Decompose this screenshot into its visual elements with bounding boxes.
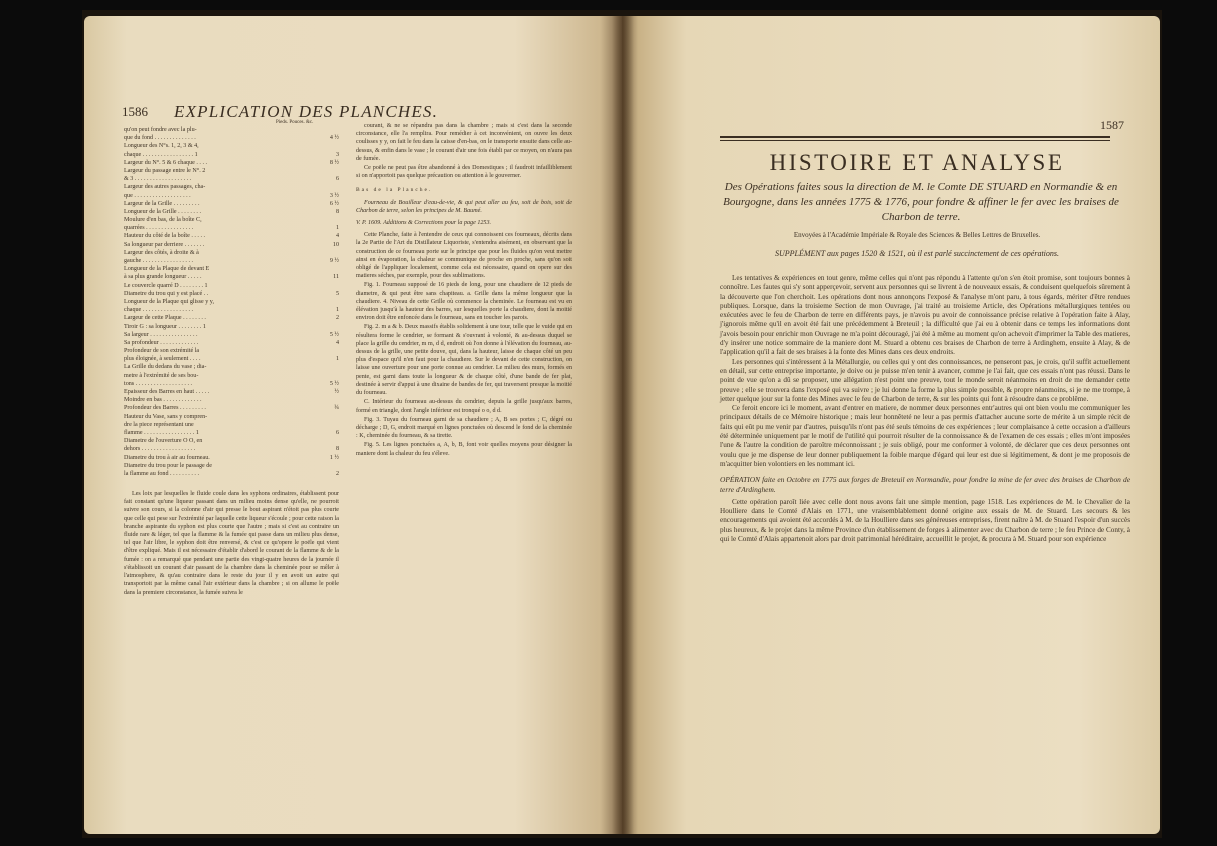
paragraph: Ce feroit encore ici le moment, avant d'entrer en matiere, de nommer deux personnes entr'autres qui ont bien voulu me communiquer les principaux détails de ce Mémoire historique ; mais leur honnêteté ne leur a pas permis d'attacher aucune sorte de mérite à un simple récit de faits qui eût pu me venir par d'autres, puisqu'ils n'ont pas été seuls témoins de ces expériences ; leur complaisance à cette occasion a d'ailleurs été déterminée uniquement par le motif de l'utilité qui pourroit résulter de la connoissance & de l'examen de ces essais ; elles m'ont imposées l'une & l'autre la condition de paroître méconnoissant ; je suis obligé, pour me conformer à volonté, de déclarer que ces deux personnes ont voulu que je me dispense de leur donner publiquement la foible marque d'égard qui leur est due si légitimement, & dont je me proposois de m'acquitter bien volontiers en les nommant ici. [720,404,1130,468]
header-rule-top [720,136,1110,138]
measurement-value: 1 ½ [329,454,339,461]
measurement-row [124,241,339,249]
measurement-label: Hauteur du côté de la boîte . . . . . [124,233,206,240]
paragraph: Les loix par lesquelles le fluide coule dans les syphons ordinaires, établissent pour fait constant qu'une liqueur passant dans un milieu moins dense qu'elle, ne pourroit suivre son cours, si la colonne d'air qui presse le bout aspirant n'étoit pas plus courte que celle qui pese sur l'extrémité par laquelle cette liqueur s'écoule ; pour cette raison la branche aspirante du syphon est plus courte que l'autre ; mais si c'est au contraire un fluide rare & léger, tel que la flamme & la fumée qui passe dans un milieu plus dense, tel que l'air libre, le syphon doit être renversé, & c'est ce qu'opere le poële qui vient d'être expliqué. Mais il est nécessaire d'établir d'abord le courant de la flamme & de la fumée : on a remarqué que pendant une partie des vingt-quatre heures de la journée il s'établissoit un courant d'air passant de la chambre dans la cheminée pour se mêler à l'atmosphere, & qu'au contraire dans le reste du jour il y en avoit un autre qui transportoit par la même canal l'air extérieur dans la chambre ; si on allume le poële dans la premiere circonstance, la fumée suivra le [124,491,339,596]
measurement-label: Hauteur du Vase, sans y compren- [124,413,208,420]
measurement-row [124,192,339,200]
measurement-label: à sa plus grande longueur . . . . . [124,274,202,281]
measurement-row [124,445,339,453]
chapter-title: HISTOIRE ET ANALYSE [769,150,1065,175]
measurement-value: 4 [335,339,339,346]
measurement-row [124,331,339,339]
measurement-label: Moindre en bas . . . . . . . . . . . . . [124,397,202,404]
figure-paragraph: Fig. 3. Tuyau du fourneau garni de sa chaudiere ; A, B ses portes ; C, dégré ou décharge ; D, G, endroit marqué en lignes ponctuées où descend le fond de la cheminée : K, cheminée du fourneau, & sa tirette. [356,416,572,440]
measurement-row [124,462,339,470]
measurement-row [124,208,339,216]
measurement-value: 6 [335,429,339,436]
operation-heading: OPÉRATION faite en Octobre en 1775 aux forges de Breteuil en Normandie, pour fondre la mine de fer avec des braises de Charbon de terre d'Ardinghem. [720,475,1130,494]
measurement-label: Longueur des N°s. 1, 2, 3 & 4, [124,143,199,150]
measurement-row [124,355,339,363]
measurement-label: Largeur de cette Plaque . . . . . . . . [124,315,206,322]
measurement-value: 8 [335,208,339,215]
measurement-value: 1 [335,225,339,232]
measurement-value: 3 ½ [329,192,339,199]
measurement-value: ½ [334,389,339,395]
measurement-row [124,339,339,347]
measurement-label: Largeur des autres passages, cha- [124,184,206,191]
paragraph: courant, & ne se répandra pas dans la chambre ; mais si c'est dans la seconde circonstance, elle l'a remplira. Pour remédier à cet inconvénient, on ouvre les deux coulisses y y, on fait le feu dans la caisse d'en-bas, on le transporte ensuite dans celle au-dessus, & enfin dans le vase ; le courant d'air une fois établi par ce moyen, on n'aura pas de fumée. [356,123,572,162]
measurement-row [124,183,339,191]
measurement-value: 2 [335,315,339,322]
measurement-label: tons . . . . . . . . . . . . . . . . . . . [124,380,193,387]
measurement-row [124,421,339,429]
left-page-header [122,102,592,124]
measurement-value: 8 ½ [329,159,339,166]
measurement-label: chaque . . . . . . . . . . . . . . . . . [124,307,194,314]
measurement-label: dre la piece représentant une [124,421,194,428]
sent-to-academy: Envoyées à l'Académie Impériale & Royale des Sciences & Belles Lettres de Bruxelles. [793,231,1041,239]
figure-paragraph: Fig. 5. Les lignes ponctuées a, A, b, B, font voir quelles moyens pour désigner la maniere dont la chaleur du feu s'éleve. [356,442,572,457]
measurement-row [124,249,339,257]
measurement-column-head: Pieds. Pouces. &c. [276,120,314,125]
measurement-value: 8 [335,446,339,453]
right-body [720,274,1130,544]
measurement-value: 11 [333,274,339,281]
measurement-label: metre à l'extrémité de ses bou- [124,372,199,379]
measurement-value: 2 [335,470,339,477]
measurement-label: Profondeur des Barres . . . . . . . . . [124,405,206,412]
measurement-value: 1 [335,307,339,314]
additions-note: V. P. 1609. Additions & Corrections pour la page 1253. [356,220,492,227]
measurement-row [124,167,339,175]
measurement-value: 4 ½ [329,135,339,142]
measurement-label: Largeur des côtés, à droite & à [124,249,199,256]
measurement-label: Sa largeur . . . . . . . . . . . . . . . . [124,331,198,338]
measurement-row [124,437,339,445]
measurement-label: qu'on peut fondre avec la plu- [124,127,197,133]
figure-paragraph: Fig. 2. m a & b. Deux massifs établis solidement à une tour, telle que le vuide qui en résultera forme le cendrier, se formant & s'ouvrant à volonté, & au-dessus duquel se place la grille du cendrier, m m, d d, endroit où l'on donne à l'élévation du fourneau, au-dessus de la grille, une petite douve, qui, dans la hauteur, laisse de chaque côté un peu plus d'espace qu'il n'en faut pour la chaudiere. Sur le devant de cette construction, on laisse une ouverture pour une porte connue au cendrier. Le milieu des murs, formés en pente, est garni dans toute la longueur & de chaque côté, d'une bande de fer plat, destinée à servir d'appui à une dixaine de bandes de fer, qui traversent presque la moitié du fourneau. [356,324,572,397]
measurement-row [124,142,339,150]
measurement-row [124,388,339,396]
measurement-label: plus éloignée, à seulement . . . . [124,356,201,363]
measurement-row [124,216,339,224]
measurement-row [124,306,339,314]
header-rule-bottom [720,140,1110,141]
left-page-number: 1586 [122,104,148,119]
measurement-label: Largeur du N°. 5 & 6 chaque . . . . [124,159,208,166]
figure-paragraph: Cette Planche, faite à l'entendre de ceux qui connoissent ces fourneaux, décrits dans la 2e Partie de l'Art du Distillateur Liquoriste, s'entendra aisément, en observant que la construction de ce fourneau porte sur le principe que pour les fluides qu'on veut mettre ainsi en évaporation, la chaleur se communique de proche en proche, sans qu'on soit obligé de l'appliquer localement, comme cela est nécessaire, quand on opere sur des matieres séches, par exemple, pour des sublimations. [356,232,572,280]
measurement-label: Diametre du trou pour le passage de [124,462,212,469]
measurement-label: la flamme au fond . . . . . . . . . . [124,470,199,477]
measurement-value: 6 ½ [329,200,339,207]
measurement-label: Diametre de l'ouverture O O, en [124,438,203,445]
measurement-label: chaque . . . . . . . . . . . . . . . . . 1 [124,151,198,158]
measurement-value: 9 ½ [329,258,339,264]
measurement-row [124,404,339,412]
measurement-label: & 3 . . . . . . . . . . . . . . . . . . . [124,176,192,183]
measurement-label: Diametre du trou qui y est placé . . [124,290,209,297]
measurement-row [124,413,339,421]
supplement-note: SUPPLÉMENT aux pages 1520 & 1521, où il est parlé succinctement de ces opérations. [774,249,1060,258]
figure-paragraph: C. Intérieur du fourneau au-dessus du cendrier, depuis la grille jusqu'aux barres, formé en triangle, dont l'angle inférieur est tronqué o o, d d. [356,399,572,414]
measurement-label: gauche . . . . . . . . . . . . . . . . . [124,258,194,264]
measurement-label: Profondeur de son extrémité la [124,348,200,355]
operation-paragraph: Cette opération paroît liée avec celle dont nous avons fait une simple mention, page 1518. Les expériences de M. le Chevalier de la Houlliere dans le Comté d'Alais en 1771, une vraisemblablement donné origine aux essais de M. de Stuard. Les secours & les encouragements qui avoient été accordés à M. de la Houlliere dans ses généreuses entreprises, firent naître à M. de Stuard l'espoir d'un succès plus heureux, & le projet dans la même Province d'un établissement de forges à alimenter avec du Charbon de terre ; le feu Prince de Conty, à qui le Comté d'Alais appartenoit alors par droit patrimonial héréditaire, accueillit le projet, & procura à M. Stuard pour son expérience [720,497,1130,544]
measurement-row [124,282,339,290]
measurement-label: Diametre du trou à air au fourneau. [124,454,210,461]
measurement-label: quarrées . . . . . . . . . . . . . . . . [124,225,194,232]
measurement-row [124,396,339,404]
measurement-value: 5 [335,290,339,297]
measurement-label: Tiroir G : sa longueur . . . . . . . . 1 [124,323,206,330]
measurement-row [124,159,339,167]
measurement-label: que . . . . . . . . . . . . . . . . . . . [124,192,191,199]
measurement-value: 4 [335,233,339,240]
measurement-label: dehors . . . . . . . . . . . . . . . . . . [124,446,196,453]
measurement-row [124,323,339,331]
measurement-label: Sa longueur par derriere . . . . . . . [124,241,205,248]
measurement-row [124,134,339,142]
book-gutter [612,16,634,834]
measurement-value: 5 ½ [329,331,339,338]
open-book [82,10,1162,838]
measurement-row [124,175,339,183]
measurement-label: Largeur de la Grille . . . . . . . . . [124,200,200,207]
stove-text [356,122,572,180]
measurement-label: flamme . . . . . . . . . . . . . . . . . 1 [124,429,199,436]
measurement-row [124,151,339,159]
measurement-value: 1 [335,356,339,363]
figure-paragraph: Fig. 1. Fourneau supposé de 16 pieds de long, pour une chaudiere de 12 pieds de diametre, & qui peut être sans chapiteau. a. Grille dans la même longueur que la chaudiere. 4. Niveau de cette Grille où commence la cheminée. Le fourneau est vu en élévation jusqu'à la hauteur des barres, sur lesquelles porte la chaudiere, dont la moitié environ doit être enfoncée dans le fourneau, sans en toucher les parois. [356,282,572,322]
measurement-value: 3 [335,151,339,158]
measurement-label: Longueur de la Grille . . . . . . . . [124,208,201,215]
measurement-value: 10 [332,241,339,248]
measurement-label: La Grille du dedans du vase ; dia- [124,364,207,371]
measurement-row [124,380,339,388]
measurement-value: 5 ½ [329,380,339,387]
measurement-row [124,372,339,380]
measurement-row [124,200,339,208]
measurement-row [124,470,339,478]
measurement-row [124,273,339,281]
measurement-row [124,347,339,355]
section-intro: Fourneau de Bouilleur d'eau-de-vie, & qui peut aller au feu, soit de bois, soit de Charbon de terre, selon les principes de M. Baumé. [356,199,572,214]
chapter-subtitle: Des Opérations faites sous la direction de M. le Comte DE STUARD en Normandie & en Bourgogne, dans les années 1775 & 1776, pour fondre & affiner le fer avec les braises de Charbon de terre. [723,181,1119,223]
measurement-row [124,265,339,273]
measurement-row [124,290,339,298]
right-page-number: 1587 [1100,118,1124,132]
paragraph: Les personnes qui s'intéressent à la Métallurgie, ou celles qui y ont des connoissances, ne penseront pas, je crois, qu'il suffit actuellement en détail, sur cette entreprise importante, je doive ou je puisse m'en tenir à avancer, comme je l'ai fait, que ces essais n'ont pas réussi. Dans le point de vue qu'on a dû se proposer, une allégation n'est point une preuve, tout le monde seroit néanmoins en droit de me demander cette preuve ; elle se trouvera dans l'exposé qui va suivre ; je lui donne la forme la plus simple possible, & propre néanmoins, si je ne me trompe, à jetter quelque jour sur la fonte des Mines avec le feu de Charbon de terre, & sur les points qui font à résoudre dans ce problême. [720,357,1130,403]
measurement-label: Longueur de la Plaque qui glisse y y, [124,298,214,305]
measurement-list [124,126,339,478]
furnace-description [356,231,572,457]
measurement-row [124,232,339,240]
measurement-row [124,298,339,306]
measurement-label: Longueur de la Plaque de devant E [124,266,210,273]
measurement-label: Moulure d'en bas, de la boîte C, [124,217,202,224]
measurement-label: Le couvercle quarré D . . . . . . . . 1 [124,282,208,289]
syphon-text [124,490,339,597]
measurement-label: Largeur du passage entre le N°. 2 [124,167,206,174]
measurement-row [124,126,339,134]
measurement-value: 6 [335,176,339,183]
paragraph: Ce poële ne peut pas être abandonné à des Domestiques ; il faudroit infailliblement si on n'apportoit pas quelque précaution ou attention à le gouverner. [356,165,572,180]
measurement-label: Epaisseur des Barres en haut . . . . . [124,389,210,395]
measurement-row [124,314,339,322]
left-column-2 [356,122,572,459]
right-page [622,16,1160,834]
section-heading: Bas de la Planche. [356,187,433,194]
left-running-title: EXPLICATION DES PLANCHES. [174,102,439,121]
left-column-1 [124,126,339,598]
measurement-row [124,454,339,462]
left-page [84,16,622,834]
measurement-label: Sa profondeur . . . . . . . . . . . . . [124,339,199,346]
measurement-value: ¾ [334,405,339,412]
paragraph: Les tentatives & expériences en tout genre, même celles qui n'ont pas répondu à l'attente qu'on s'en étoit promise, sont toujours bonnes à connoître. Les fautes qui s'y sont apperçevoir, servent aux personnes qui se livrent à de nouveaux essais, & conduisent quelquefois sûrement à la découverte que l'on cherchoit. Les opérations dont nous annonçons l'exposé & l'analyse m'ont paru, à tous égards, mériter d'être rendues publiques. Lorsque, dans la troisieme Section de mon Ouvrage, j'ai traité au troisieme Article, des Opérations métallurgiques tentées ou exécutées avec le feu de Charbon de terre en différents pays, je n'avois pu avoir de connoissance précise relative à l'opération faite à Alay, j'ignorois même qu'il en avoit été fait une précédemment à Breteuil ; la difficulté que j'ai eu à obtenir dans ce temps les informations dont j'avois besoin pour enrichir mon Ouvrage ne m'a point découragé, j'ai été à même au moment qu'on achevoit d'imprimer la Table des matieres, d'y insérer une notice sommaire de la maniere dont M. Stuard a obtenu ces braises de Charbon de terre à Ardinghem, ensuite à Alay, & de l'application qu'il a fait de ses braises à la fonte des Mines dans ces deux endroits. [720,274,1130,357]
right-paragraphs [720,274,1130,469]
measurement-row [124,224,339,232]
measurement-label: que du fond . . . . . . . . . . . . . . [124,135,196,142]
measurement-row [124,257,339,265]
measurement-row [124,429,339,437]
measurement-row [124,363,339,371]
